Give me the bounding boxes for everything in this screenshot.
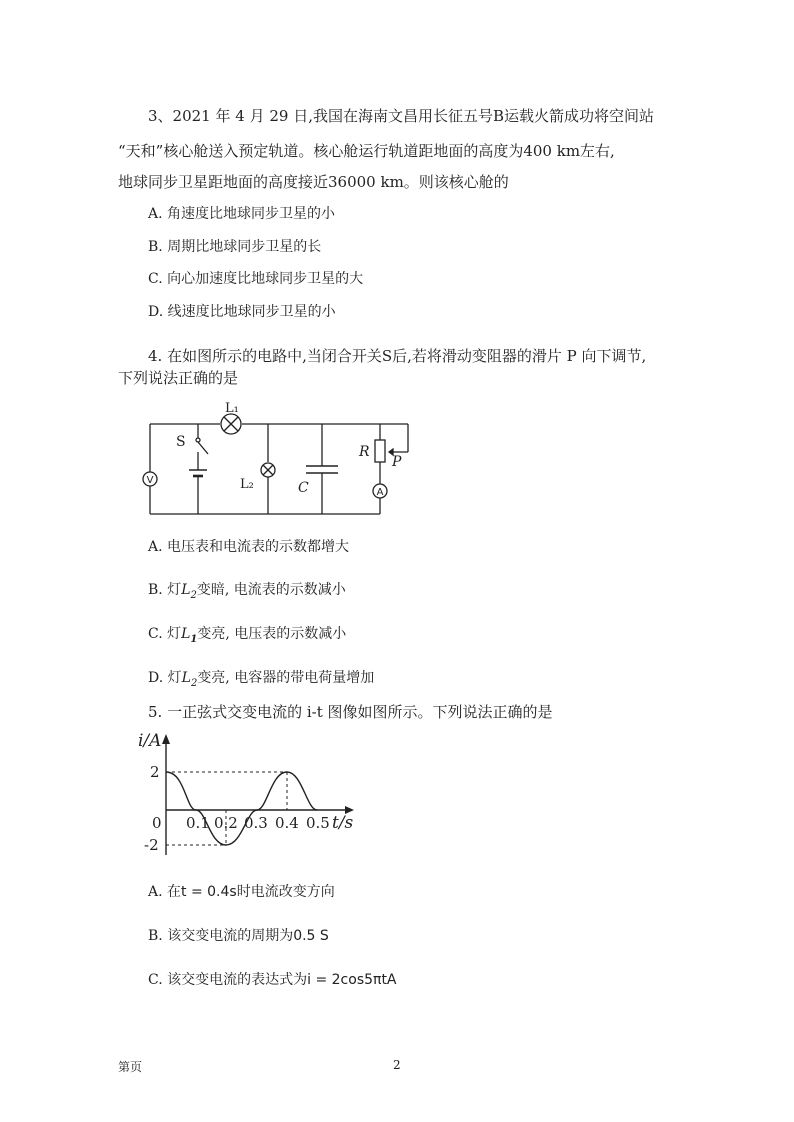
ammeter-label: A [376,487,384,498]
x-tick-0-2: 0.2 [214,814,238,832]
q5-option-a: A. 在t = 0.4s时电流改变方向 [148,884,335,900]
origin-label: 0 [152,814,162,832]
slider-label: P [392,454,402,470]
current-curve [166,772,317,845]
y-axis-label: i/A [138,731,162,751]
rheostat-label: R [359,444,370,460]
q3-line3: 地球同步卫星距地面的高度接近36000 km。则该核心舱的 [118,173,509,191]
q5-option-c: C. 该交变电流的表达式为i = 2cos5πtA [148,972,397,988]
x-axis-label: t/s [332,813,354,833]
switch-label: S [176,434,186,450]
q3-option-a: A. 角速度比地球同步卫星的小 [148,206,336,222]
x-tick-0-3: 0.3 [244,814,268,832]
switch-contact [196,438,200,442]
q3-option-c: C. 向心加速度比地球同步卫星的大 [148,271,364,287]
q4-line1: 4. 在如图所示的电路中,当闭合开关S后,若将滑动变阻器的滑片 P 向下调节, [148,347,647,365]
it-graph [130,730,380,860]
q4-option-d: D. 灯$L_2$变亮, 电容器的带电荷量增加 [148,670,375,689]
lamp-l1-label: L₁ [225,401,239,416]
y-tick-2: 2 [150,763,160,781]
footer-label: 第页 [118,1060,143,1074]
q4-option-b: B. 灯$L_2$变暗, 电流表的示数减小 [148,582,346,601]
page-number: 2 [393,1058,401,1072]
q3-line1: 3、2021 年 4 月 29 日,我国在海南文昌用长征五号B运载火箭成功将空间站 [148,107,654,125]
x-tick-0-5: 0.5 [306,814,330,832]
q5-line1: 5. 一正弦式交变电流的 i-t 图像如图所示。下列说法正确的是 [148,703,553,721]
x-tick-0-1: 0.1 [186,814,210,832]
q4-option-a: A. 电压表和电流表的示数都增大 [148,539,350,555]
voltmeter-label: V [146,475,154,486]
capacitor-label: C [298,480,309,496]
q5-option-b: B. 该交变电流的周期为0.5 S [148,928,329,944]
q3-line2: “天和”核心舱送入预定轨道。核心舱运行轨道距地面的高度为400 km左右, [118,142,615,160]
q4-line2: 下列说法正确的是 [118,369,239,387]
rheostat-icon [375,440,385,462]
q3-option-d: D. 线速度比地球同步卫星的小 [148,304,336,320]
y-tick-neg2: -2 [144,836,159,854]
circuit-diagram [130,400,430,530]
q3-option-b: B. 周期比地球同步卫星的长 [148,239,322,255]
switch-icon [198,442,208,454]
x-tick-0-4: 0.4 [275,814,299,832]
q4-option-c: C. 灯$L_1$变亮, 电压表的示数减小 [148,626,347,645]
lamp-l2-label: L₂ [240,477,254,492]
